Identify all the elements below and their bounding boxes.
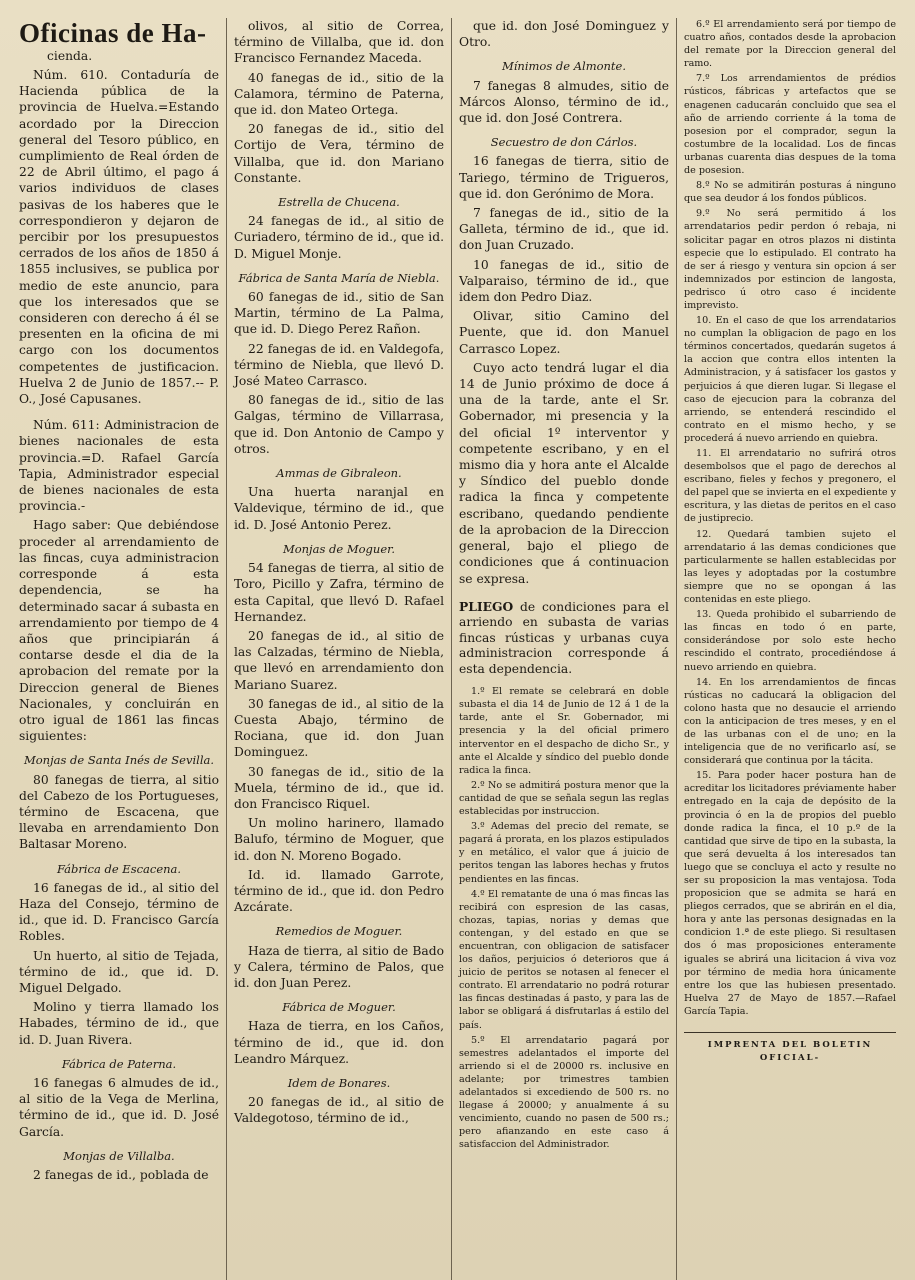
owner-heading: Monjas de Villalba. <box>63 1148 175 1163</box>
owner-heading: Monjas de Santa Inés de Sevilla. <box>23 753 215 768</box>
property-entry: 80 fanegas de id., sitio de las Galgas, término de Villarrasa, que id. Don Antonio de Campo y otros. <box>234 393 444 456</box>
property-entry: 80 fanegas de tierra, al sitio del Cabezo de los Portugueses, término de Escacena, que llevaba en arrendamiento Don Baltasar Moreno. <box>19 772 219 852</box>
property-entry: Id. id. llamado Garrote, término de id., que id. don Pedro Azcárate. <box>234 867 444 915</box>
property-entry: 16 fanegas 6 almudes de id., al sitio de la Vega de Merlina, término de id., que id. D. José García. <box>19 1075 219 1139</box>
pliego-heading <box>459 599 669 678</box>
condition-13: 13. Queda prohibido el subarriendo de las fincas en todo ó en parte, considerándose por solo este hecho rescindido el contrato, procediéndose á nuevo arriendo en quiebra. <box>684 609 896 673</box>
condition-7: 7.º Los arrendamientos de prédios rústicos, fábricas y artefactos que se enagenen caducarán concluido que sea el año de arriendo corriente á la toma de posesion por el comprador, segun la costumbre de la localidad. Los de fincas urbanas cuarenta dias despues de la toma de posesion. <box>684 73 896 177</box>
owner-heading: Fábrica de Moguer. <box>282 1000 396 1015</box>
column-2 <box>227 18 452 1280</box>
section-title: Oficinas de Ha- <box>19 18 207 48</box>
pliego-subtitle: de condiciones para el arriendo en subasta de varias fincas rústicas y urbanas cuya administracion corresponde á esta dependencia. <box>459 599 669 676</box>
columns <box>12 18 903 1280</box>
property-entry: Una huerta naranjal en Valdevique, término de id., que id. D. José Antonio Perez. <box>234 485 444 532</box>
property-entry: 7 fanegas 8 almudes, sitio de Márcos Alonso, término de id., que id. don José Contrera. <box>459 78 669 126</box>
condition-9: 9.º No será permitido á los arrendatarios pedir perdon ó rebaja, ni solicitar pagar en otros plazos ni distinta especie que lo estipulado. El contrato ha de ser á riesgo y ventura sin opcion á ser indemnizados por estincion de langosta, pedrisco ú otro caso é incidente imprevisto. <box>684 208 896 311</box>
condition-14: 14. En los arrendamientos de fincas rústicas no caducará la obligacion del colono hasta que no desaucie el arriendo con la anticipacion de tres meses, y en el de las urbanas con el de uno; en la inteligencia que de no verificarlo así, se considerará que continua por la tácita. <box>684 676 896 767</box>
property-entry: Molino y tierra llamado los Habades, término de id., que id. D. Juan Rivera. <box>19 1000 219 1047</box>
property-entry: 22 fanegas de id. en Valdegofa, término de Niebla, que llevó D. José Mateo Carrasco. <box>234 341 444 389</box>
property-entry: 40 fanegas de id., sitio de la Calamora, término de Paterna, que id. don Mateo Ortega. <box>234 70 444 118</box>
owner-heading: Idem de Bonares. <box>287 1075 391 1090</box>
property-entry: Haza de tierra, al sitio de Bado y Calera, término de Palos, que id. don Juan Perez. <box>234 943 444 990</box>
column-1 <box>12 18 227 1280</box>
property-entry: 30 fanegas de id., sitio de la Muela, término de id., que id. don Francisco Riquel. <box>234 764 444 811</box>
property-entry: Olivar, sitio Camino del Puente, que id. don Manuel Carrasco Lopez. <box>459 309 669 356</box>
property-entry: Un huerto, al sitio de Tejada, término de id., que id. D. Miguel Delgado. <box>19 948 219 995</box>
auction-notice: Cuyo acto tendrá lugar el dia 14 de Junio próximo de doce á una de la tarde, ante el Sr. Gobernador, mi presencia y la del oficial 1º interventor y competente escribano, y en el mismo dia y hora ante el Alcalde y Síndico del pueblo donde radica la finca y competente escribano, quedando pendiente de la aprobacion de la Direccion general, bajo el pliego de condiciones que á continuacion se expresa. <box>459 360 669 586</box>
announcement-610: Núm. 610. Contaduría de Hacienda pública de la provincia de Huelva.=Estando acordado por la Direccion general del Tesoro público, en cumplimiento de Real órden de 22 de Abril último, el pago á varios individuos de clases pasivas de los haberes que le correspondieron y dejaron de percibir por los presupuestos cerrados de los años de 1850 á 1855 inclusives, se publica por medio de este anuncio, para que los interesados que se consideren con derecho á él se presenten en la oficina de mi cargo con los documentos competentes de justificacion. Huelva 2 de Junio de 1857.-- P. O., José Capusanes. <box>19 68 219 407</box>
property-entry: 16 fanegas de id., al sitio del Haza del Consejo, término de id., que id. D. Francisco García Robles. <box>19 880 219 944</box>
owner-heading: Remedios de Moguer. <box>275 924 403 939</box>
property-entry: 54 fanegas de tierra, al sitio de Toro, Picillo y Zafra, término de esta Capital, que llevó D. Rafael Hernandez. <box>234 561 444 624</box>
column-4 <box>677 18 903 1280</box>
property-entry: 30 fanegas de id., al sitio de la Cuesta Abajo, término de Rociana, que id. don Juan Dominguez. <box>234 696 444 760</box>
condition-8: 8.º No se admitirán posturas á ninguno que sea deudor á los fondos públicos. <box>684 180 896 205</box>
condition-5: 5.º El arrendatario pagará por semestres adelantados el importe del arriendo si el de 20000 rs. inclusive en adelante; por trimestres tambien adelantados si excediendo de 500 rs. no llegase á 20000; y anualmente á su vencimiento, cuando no pasen de 500 rs.; pero afianzando en este caso á satisfaccion del Administrador. <box>459 1034 669 1151</box>
condition-11: 11. El arrendatario no sufrirá otros desembolsos que el pago de derechos al escribano, fieles y fechos y pregonero, el del papel que se invierta en el expediente y escritura, y las dietas de peritos en el caso de justiprecio. <box>684 448 896 525</box>
property-entry: 16 fanegas de tierra, sitio de Tariego, término de Trigueros, que id. don Gerónimo de Mora. <box>459 154 669 201</box>
condition-15: 15. Para poder hacer postura han de acreditar los licitadores préviamente haber entregado en la caja de depósito de la provincia ó en la de propios del pueblo donde radica la finca, el 10 p.º de la cantidad que sirve de tipo en la subasta, la que será devuelta á los interesados tan luego que se concluya el acto y resulte no ser su proposicion la mas ventajosa. Toda proposicion que se admita se hará en pliegos cerrados, que se abrirán en el dia, hora y ante las personas designadas en la condicion 1.ª de este pliego. Si resultasen dos ó mas proposiciones enteramente iguales se abrirá una licitacion á viva voz por término de media hora únicamente entre los que las hubiesen presentado. Huelva 27 de Mayo de 1857.—Rafael García Tapia. <box>684 770 896 1017</box>
property-entry: 24 fanegas de id., al sitio de Curiadero, término de id., que id. D. Miguel Monje. <box>234 214 444 261</box>
condition-4: 4.º El rematante de una ó mas fincas las recibirá con espresion de las casas, chozas, tapias, norias y demas que contengan, y del estado en que se encuentran, con obligacion de satisfacer los daños, perjuicios ó deterioros que á juicio de peritos se notasen al fenecer el contrato. El arrendatario no podrá roturar las fincas destinadas á pasto, y para las de labor se obligará á disfrutarlas á estilo del país. <box>459 888 669 1031</box>
property-entry: 20 fanegas de id., al sitio de Valdegotoso, término de id., <box>234 1095 444 1126</box>
hago-saber: Hago saber: Que debiéndose proceder al arrendamiento de las fincas, cuya administracion corresponde á esta dependencia, se ha determinado sacar á subasta en arrendamiento por tiempo de 4 años que principiarán á contarse desde el dia de la aprobacion del remate por la Direccion general de Bienes Nacionales, y concluirán en otro igual de 1861 las fincas siguientes: <box>19 518 219 744</box>
owner-heading: Ammas de Gibraleon. <box>276 466 402 481</box>
property-entry: 7 fanegas de id., sitio de la Galleta, término de id., que id. don Juan Cruzado. <box>459 206 669 253</box>
property-entry: olivos, al sitio de Correa, término de Villalba, que id. don Francisco Fernandez Maceda. <box>234 19 444 66</box>
section-title-end: cienda. <box>47 49 93 63</box>
owner-heading: Fábrica de Escacena. <box>56 861 182 876</box>
condition-3: 3.º Ademas del precio del remate, se pagará á prorata, en los plazos estipulados y en metálico, el valor que á juicio de peritos tengan las labores hechas y frutos pendientes en las fincas. <box>459 821 669 885</box>
property-entry: 20 fanegas de id., sitio del Cortijo de Vera, término de Villalba, que id. don Mariano Constante. <box>234 122 444 185</box>
property-entry: Haza de tierra, en los Caños, término de id., que id. don Leandro Márquez. <box>234 1019 444 1066</box>
owner-heading: Secuestro de don Cárlos. <box>490 135 638 150</box>
owner-heading: Fábrica de Paterna. <box>61 1056 177 1071</box>
owner-heading: Monjas de Moguer. <box>282 541 396 556</box>
pliego-word: PLIEGO <box>459 598 514 614</box>
owner-heading: Mínimos de Almonte. <box>501 59 627 74</box>
condition-2: 2.º No se admitirá postura menor que la cantidad de que se señala segun las reglas establecidas por instruccion. <box>459 779 669 818</box>
condition-12: 12. Quedará tambien sujeto el arrendatario á las demas condiciones que particularmente se hallen establecidas por las leyes y adoptadas por la costumbre siempre que no se opongan á las contenidas en este pliego. <box>684 528 896 606</box>
condition-1: 1.º El remate se celebrará en doble subasta el dia 14 de Junio de 12 á 1 de la tarde, ante el Sr. Gobernador, mi presencia y la del oficial primero interventor en el despacho de dicho Sr., y ante el Alcalde y síndico del pueblo donde radica la finca. <box>459 686 669 776</box>
property-entry: 20 fanegas de id., al sitio de las Calzadas, término de Niebla, que llevó en arrendamiento don Mariano Suarez. <box>234 628 444 692</box>
property-entry: 2 fanegas de id., poblada de <box>33 1168 209 1182</box>
column-3 <box>452 18 677 1280</box>
condition-6: 6.º El arrendamiento será por tiempo de cuatro años, contados desde la aprobacion del remate por la Direccion general del ramo. <box>684 19 896 70</box>
owner-heading: Fábrica de Santa María de Niebla. <box>238 270 440 285</box>
condition-10: 10. En el caso de que los arrendatarios no cumplan la obligacion de pago en los términos concertados, quedarán sugetos á la accion que contra ellos intenten la Administracion, y á satisfacer los gastos y perjuicios á que dieren lugar. Si llegase el caso de ejecucion para la cobranza del arriendo, se entenderá rescindido el contrato en el mismo hecho, y se procederá á nuevo arriendo en quiebra. <box>684 315 896 444</box>
property-entry: Un molino harinero, llamado Balufo, término de Moguer, que id. don N. Moreno Bogado. <box>234 816 444 863</box>
printer-imprint: IMPRENTA DEL BOLETIN OFICIAL- <box>684 1032 896 1065</box>
property-entry: 60 fanegas de id., sitio de San Martin, término de La Palma, que id. D. Diego Perez Rañon. <box>234 290 444 337</box>
property-entry: que id. don José Dominguez y Otro. <box>459 19 669 50</box>
announcement-611: Núm. 611: Administracion de bienes nacionales de esta provincia.=D. Rafael García Tapia, Administrador especial de bienes nacionales de esta provincia.- <box>19 418 219 514</box>
owner-heading: Estrella de Chucena. <box>278 195 400 210</box>
property-entry: 10 fanegas de id., sitio de Valparaiso, término de id., que idem don Pedro Diaz. <box>459 257 669 305</box>
